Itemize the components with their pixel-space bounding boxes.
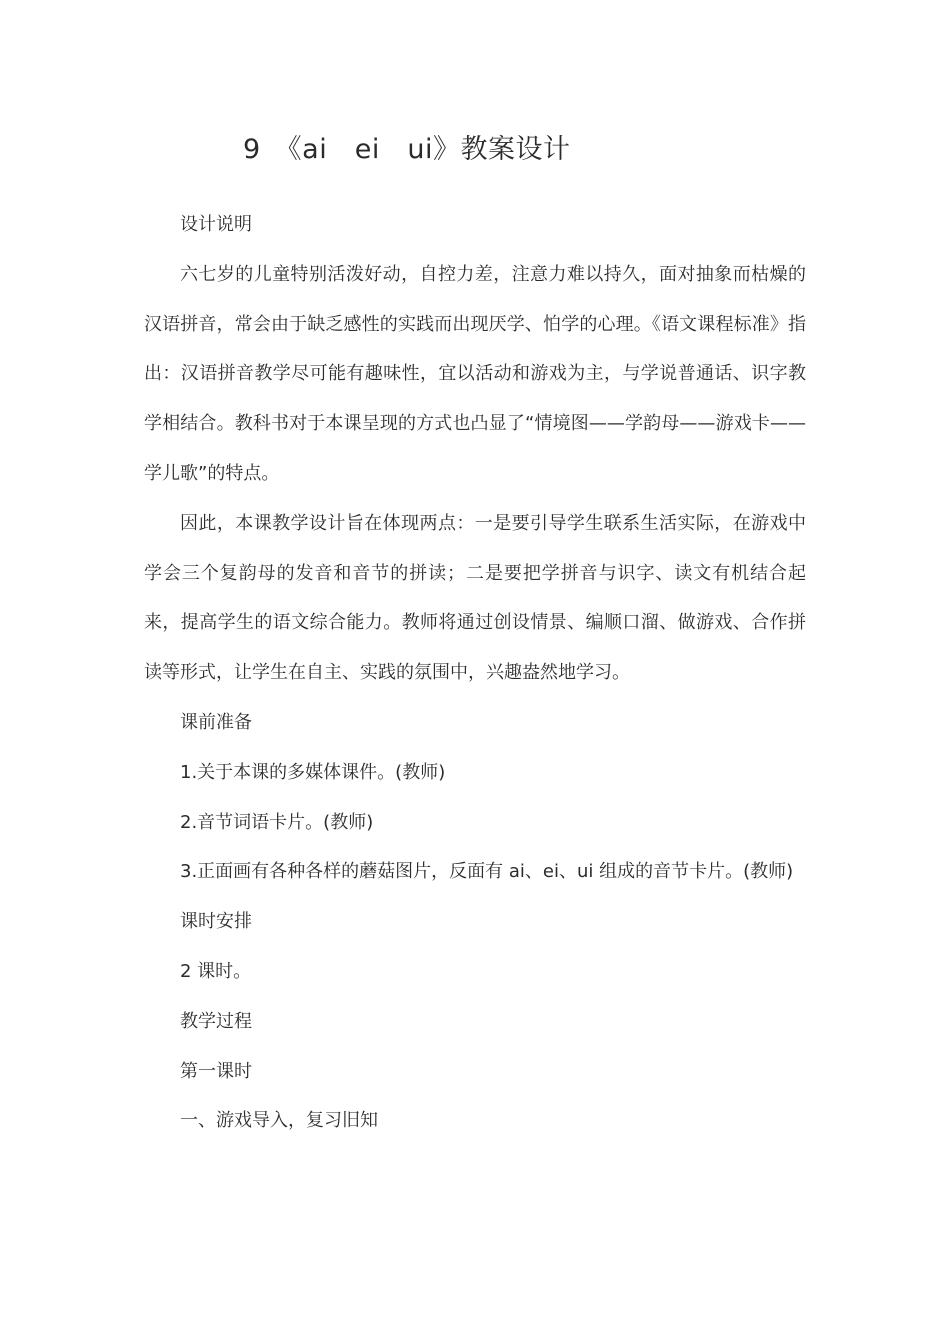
paragraph-schedule: 2 课时。: [180, 960, 252, 982]
document-title: 9 《ai ei ui》教案设计: [243, 134, 571, 165]
document-body: [144, 200, 806, 1146]
section-heading-preparation: 课前准备: [180, 711, 252, 733]
section-heading-process: 教学过程: [180, 1010, 252, 1032]
list-item-preparation-1: 1.关于本课的多媒体课件。(教师): [180, 761, 446, 783]
section-heading-schedule: 课时安排: [180, 911, 252, 933]
subsection-heading-step-1: 一、游戏导入，复习旧知: [180, 1110, 378, 1132]
subsection-heading-lesson-1: 第一课时: [180, 1060, 252, 1082]
list-item-preparation-2: 2.音节词语卡片。(教师): [180, 811, 374, 833]
list-item-preparation-3: 3.正面画有各种各样的蘑菇图片，反面有 ai、ei、ui 组成的音节卡片。(教师): [180, 861, 794, 883]
paragraph-design-notes-2: 因此，本课教学设计旨在体现两点：一是要引导学生联系生活实际，在游戏中学会三个复韵母的发音和音节的拼读；二是要把学拼音与识字、读文有机结合起来，提高学生的语文综合能力。教师将通过创设情景、编顺口溜、做游戏、合作拼读等形式，让学生在自主、实践的氛围中，兴趣盎然地学习。: [144, 512, 806, 684]
section-heading-design-notes: 设计说明: [180, 214, 252, 235]
paragraph-design-notes-1: 六七岁的儿童特别活泼好动，自控力差，注意力难以持久，面对抽象而枯燥的汉语拼音，常会由于缺乏感性的实践而出现厌学、怕学的心理。《语文课程标准》指出：汉语拼音教学尽可能有趣味性，宜以活动和游戏为主，与学说普通话、识字教学相结合。教科书对于本课呈现的方式也凸显了“情境图——学韵母——游戏卡——学儿歌”的特点。: [144, 263, 806, 484]
